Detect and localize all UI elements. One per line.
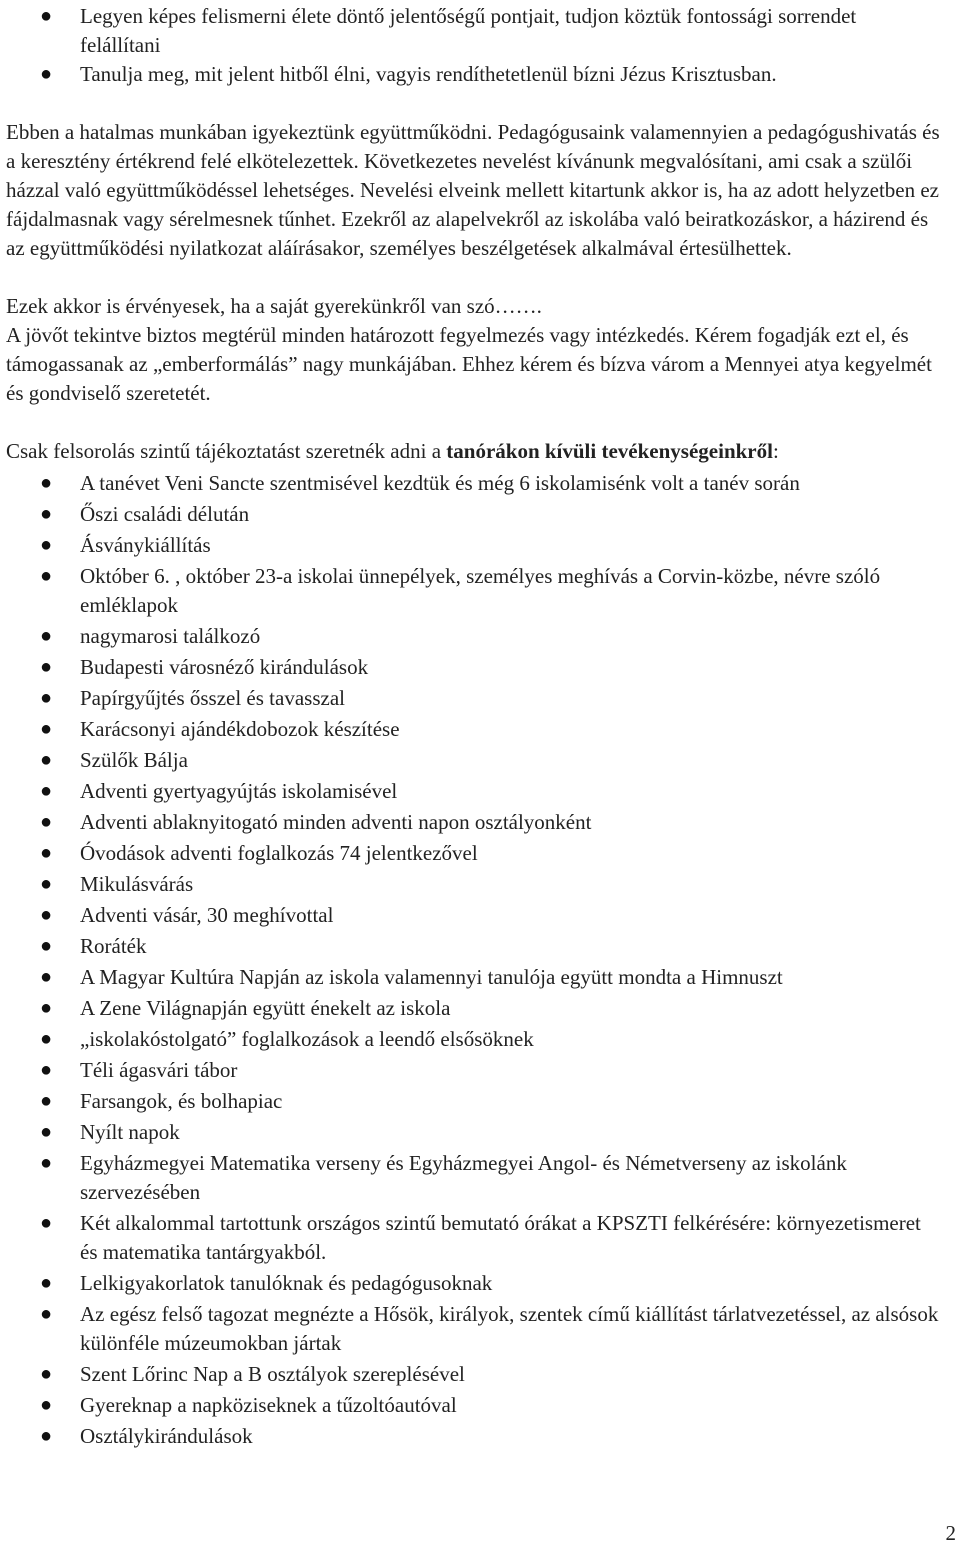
list-item — [6, 1269, 941, 1298]
list-item-text: Szent Lőrinc Nap a B osztályok szereplésével — [80, 1362, 465, 1386]
list-item-text: Lelkigyakorlatok tanulóknak és pedagógusoknak — [80, 1271, 493, 1295]
bullet-icon: ● — [40, 1363, 53, 1385]
list-item — [6, 1300, 941, 1358]
activities-intro — [6, 437, 956, 466]
list-item-text: Roráték — [80, 934, 147, 958]
list-item-text: Karácsonyi ajándékdobozok készítése — [80, 717, 400, 741]
list-item-text: Gyereknap a napköziseknek a tűzoltóautóval — [80, 1393, 457, 1417]
list-item — [6, 60, 936, 89]
list-item-text: Tanulja meg, mit jelent hitből élni, vagyis rendíthetetlenül bízni Jézus Krisztusban. — [80, 62, 777, 86]
list-item-text: Farsangok, és bolhapiac — [80, 1089, 283, 1113]
bullet-icon: ● — [40, 63, 53, 85]
intro-bold-text: tanórákon kívüli tevékenységeinkről — [446, 439, 773, 463]
list-item — [6, 684, 941, 713]
list-item-text: A Zene Világnapján együtt énekelt az iskola — [80, 996, 451, 1020]
bullet-icon: ● — [40, 749, 53, 771]
list-item-text: Osztálykirándulások — [80, 1424, 253, 1448]
bullet-icon: ● — [40, 472, 53, 494]
bullet-icon: ● — [40, 1152, 53, 1174]
bullet-icon: ● — [40, 1303, 53, 1325]
bullet-icon: ● — [40, 565, 53, 587]
list-item — [6, 994, 941, 1023]
bullet-icon: ● — [40, 503, 53, 525]
list-item — [6, 622, 941, 651]
bullet-icon: ● — [40, 625, 53, 647]
bullet-icon: ● — [40, 1059, 53, 1081]
list-item-text: Adventi vásár, 30 meghívottal — [80, 903, 334, 927]
list-item-text: Adventi gyertyagyújtás iskolamisével — [80, 779, 398, 803]
bullet-icon: ● — [40, 904, 53, 926]
bullet-icon: ● — [40, 935, 53, 957]
list-item-text: Az egész felső tagozat megnézte a Hősök, királyok, szentek című kiállítást tárlatvezetéssel, az alsósok különféle múzeumokban jártak — [80, 1302, 939, 1355]
bullet-icon: ● — [40, 687, 53, 709]
bullet-icon: ● — [40, 1028, 53, 1050]
list-item — [6, 1360, 941, 1389]
bullet-icon: ● — [40, 1272, 53, 1294]
bullet-icon: ● — [40, 1212, 53, 1234]
bullet-icon: ● — [40, 1425, 53, 1447]
list-item-text: A tanévet Veni Sancte szentmisével kezdtük és még 6 iskolamisénk volt a tanév során — [80, 471, 800, 495]
intro-colon: : — [772, 439, 779, 463]
list-item — [6, 1118, 941, 1147]
bullet-icon: ● — [40, 5, 53, 27]
list-item — [6, 715, 941, 744]
bullet-icon: ● — [40, 780, 53, 802]
list-item — [6, 1209, 941, 1267]
list-item — [6, 963, 941, 992]
list-item-text: Őszi családi délután — [80, 502, 250, 526]
bullet-icon: ● — [40, 811, 53, 833]
list-item — [6, 870, 941, 899]
list-item — [6, 1149, 941, 1207]
list-item — [6, 777, 941, 806]
list-item-text: nagymarosi találkozó — [80, 624, 261, 648]
list-item — [6, 839, 941, 868]
list-item-text: Papírgyűjtés ősszel és tavasszal — [80, 686, 345, 710]
bullet-icon: ● — [40, 718, 53, 740]
bullet-icon: ● — [40, 873, 53, 895]
list-item — [6, 531, 941, 560]
principles-paragraph: Ezek akkor is érvényesek, ha a saját gyerekünkről van szó……. — [6, 294, 542, 318]
list-item — [6, 1025, 941, 1054]
bullet-icon: ● — [40, 656, 53, 678]
list-item — [6, 2, 936, 60]
list-item — [6, 1422, 941, 1451]
list-item-text: „iskolakóstolgató” foglalkozások a leendő elsősöknek — [80, 1027, 534, 1051]
list-item — [6, 562, 941, 620]
list-item-text: Óvodások adventi foglalkozás 74 jelentkezővel — [80, 841, 478, 865]
activities-bullet-list — [6, 469, 941, 1453]
list-item — [6, 901, 941, 930]
list-item-text: Téli ágasvári tábor — [80, 1058, 238, 1082]
bullet-icon: ● — [40, 534, 53, 556]
bullet-icon: ● — [40, 1090, 53, 1112]
list-item-text: A Magyar Kultúra Napján az iskola valamennyi tanulója együtt mondta a Himnuszt — [80, 965, 783, 989]
list-item-text: Ásványkiállítás — [80, 533, 211, 557]
list-item — [6, 500, 941, 529]
list-item — [6, 808, 941, 837]
goals-bullet-list — [6, 2, 936, 89]
list-item — [6, 932, 941, 961]
list-item — [6, 469, 941, 498]
bullet-icon: ● — [40, 997, 53, 1019]
list-item — [6, 1087, 941, 1116]
list-item-text: Október 6. , október 23-a iskolai ünnepélyek, személyes meghívás a Corvin-közbe, névre szóló emléklapok — [80, 564, 881, 617]
list-item — [6, 1056, 941, 1085]
page-number: 2 — [945, 1521, 956, 1545]
cooperation-paragraph: Ebben a hatalmas munkában igyekeztünk együttműködni. Pedagógusaink valamennyien a pedagógushivatás és a keresztény értékrend felé elkötelezettek. Következetes nevelést kívánunk megvalósítani, ami csak a szülői házzal való együttműködéssel lehetséges. Nevelési elveink mellett kitartunk akkor is, ha az adott helyzetben ez fájdalmasnak vagy sérelmesnek tűnhet. Ezekről az alapelvekről az iskolába való beiratkozáskor, a házirend és az együttműködési nyilatkozat aláírásakor, személyes beszélgetések alkalmával értesülhettek. — [6, 120, 940, 260]
list-item — [6, 653, 941, 682]
list-item-text: Legyen képes felismerni élete döntő jelentőségű pontjait, tudjon köztük fontossági sorrendet felállítani — [80, 4, 857, 57]
intro-text: Csak felsorolás szintű tájékoztatást szeretnék adni a — [6, 439, 447, 463]
list-item-text: Nyílt napok — [80, 1120, 180, 1144]
list-item-text: Mikulásvárás — [80, 872, 194, 896]
bullet-icon: ● — [40, 1121, 53, 1143]
bullet-icon: ● — [40, 1394, 53, 1416]
list-item-text: Budapesti városnéző kirándulások — [80, 655, 369, 679]
list-item — [6, 746, 941, 775]
list-item-text: Két alkalommal tartottunk országos szintű bemutató órákat a KPSZTI felkérésére: környezetismeret és matematika tantárgyakból. — [80, 1211, 921, 1264]
bullet-icon: ● — [40, 966, 53, 988]
bullet-icon: ● — [40, 842, 53, 864]
list-item-text: Adventi ablaknyitogató minden adventi napon osztályonként — [80, 810, 592, 834]
list-item — [6, 1391, 941, 1420]
list-item-text: Szülők Bálja — [80, 748, 188, 772]
discipline-paragraph: A jövőt tekintve biztos megtérül minden határozott fegyelmezés vagy intézkedés. Kérem fogadják ezt el, és támogassanak az „emberformálás” nagy munkájában. Ehhez kérem és bízva várom a Mennyei atya kegyelmét és gondviselő szeretetét. — [6, 323, 932, 405]
list-item-text: Egyházmegyei Matematika verseny és Egyházmegyei Angol- és Németverseny az iskolánk szervezésében — [80, 1151, 847, 1204]
